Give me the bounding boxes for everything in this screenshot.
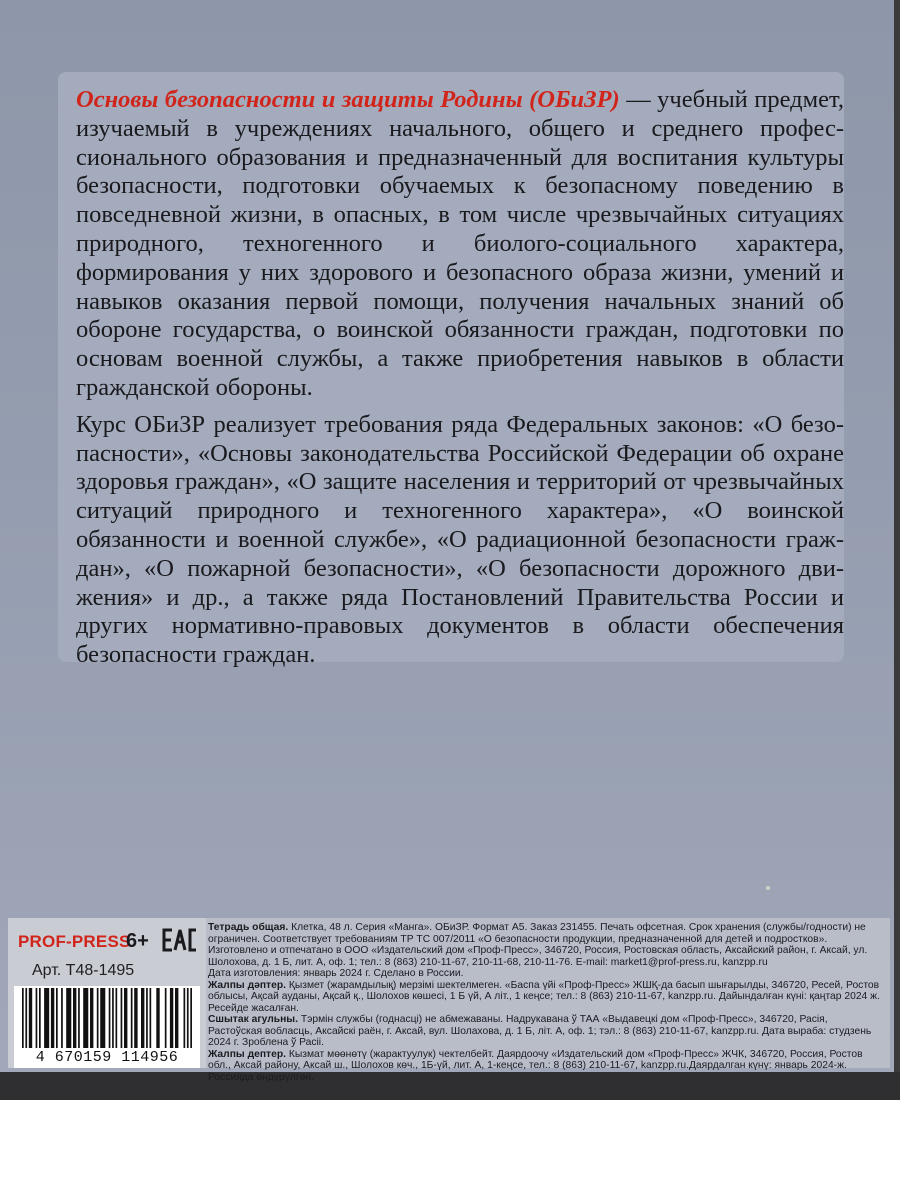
decorative-dot [766,886,770,890]
imprint-by [208,1014,882,1049]
barcode [14,986,200,1050]
barcode-bar [66,988,71,1048]
age-rating: 6+ [126,930,149,952]
barcode-bar [134,988,137,1048]
barcode-bar [25,988,27,1048]
barcode-bar [156,988,159,1048]
barcode-bar [39,988,41,1048]
barcode-bar [184,988,186,1048]
barcode-bar [150,988,152,1048]
barcode-bar [73,988,76,1048]
barcode-bar [36,988,38,1048]
barcode-bar [44,988,49,1048]
barcode-bar [97,988,99,1048]
barcode-bar [78,988,80,1048]
barcode-bar [124,988,127,1048]
barcode-bar [112,988,114,1048]
barcode-bar [187,988,189,1048]
barcode-bar [190,988,192,1048]
barcode-bar [175,988,178,1048]
imprint-ru-text: Клетка, 48 л. Серия «Манга». ОБиЗР. Формат А5. Заказ 231455. Печать офсетная. Срок хранения (службы/годности) не ограничен. Соответствует требованиям ТР ТС 007/2011 «О безопасности продукции, предназначенной для детей и подростков». Изготовлено и отпечатано в ООО «Издательский дом «Проф-Пресс», 346720, Россия, Ростовская область, Аксайский район, г. Аксай, ул. Шолохова, д. 1 Б, лит. А, оф. 1; тел.: 8 (863) 210-11-67, 210-11-68, 210-11-76. E-mail: market1@prof-press.ru, kanzpp.ru [208,922,868,968]
barcode-bar [165,988,167,1048]
imprint-info [206,918,890,1083]
paragraph-1 [76,86,844,403]
barcode-bar [83,988,88,1048]
imprint-ru-date: Дата изготовления: январь 2024 г. Сделано в России. [208,968,464,979]
barcode-bar [90,988,93,1048]
subject-title: Основы безопасности и защиты Родины (ОБиЗР) [76,86,620,113]
barcode-bar [131,988,133,1048]
paragraph-2: Курс ОБиЗР реализует требования ряда Федеральных законов: «О безопасности», «Основы законодательства Российской Федерации об охране здоровья граждан», «О защите населения и территорий от чрезвычайных ситуаций природного и техногенного характера», «О воинской обязанности и военной службе», «О радиационной безопасности граждан», «О пожарной безопасности», «О безопасности дорожного движения» и др., а также ряда Постановлений Правительства России и других нормативно-правовых документов в области обеспечения безопасности граждан. [76,410,844,669]
barcode-bar [100,988,105,1048]
imprint-kz-title: Жалпы дәптер. [208,979,286,991]
barcode-bar [170,988,173,1048]
eac-certification-icon [162,928,198,952]
description-text [76,86,844,670]
barcode-bar [56,988,58,1048]
barcode-bar [61,988,63,1048]
imprint-kg-title: Жалпы дептер. [208,1048,286,1060]
barcode-bar [109,988,111,1048]
publisher-logo: PROF-PRESS [18,932,131,951]
barcode-bar [141,988,144,1048]
imprint-kz-text: Қызмет (жарамдылық) мерзімі шектелмеген. «Баспа үйі «Проф-Пресс» ЖШҚ-да басып шығарылды, 346720, Ресей, Ростов облысы, Ақсай ауданы, Ақсай қ., Шолохов көшесі, 1 Б үй, А літ., 1 кеңсе; тел.: 8 (863) 210-11-67, kanzpp.ru. Дайындалған күні: қаңтар 2024 ж. Ресейде жасалған. [208,979,880,1014]
barcode-digits: 4 670159 114956 [14,1048,200,1068]
imprint-ru-title: Тетрадь общая. [208,922,289,933]
article-number: Арт. Т48-1495 [32,962,135,979]
barcode-bar [22,988,24,1048]
barcode-bar [51,988,54,1048]
imprint-kz [208,980,882,1015]
paragraph-1-text: — учебный предмет, изучаемый в учреждениях начального, общего и среднего профессионального образования и предназначенный для воспитания культуры безопасности, подготовки обучаемых к безопасному поведению в повседневной жизни, в опасных, в том числе чрезвычайных ситуациях природного, техногенного и биолого-социального характера, формирования у них здорового и безопасного образа жизни, умений и навыков оказания первой помощи, получения начальных знаний об обороне государства, о воинской обязанности граждан, подготовки по основам военной службы, а также приобретения навыков в области гражданской обороны. [76,86,844,401]
barcode-bar [121,988,123,1048]
imprint-kg-text: Кызмат мөөнөтү (жарактуулук) чектелбейт. Даярдоочу «Издательский дом «Проф-Пресс» ЖЧК, 346720, Россия, Ростов обл., Аксай району, Аксай ш., Шолохов көч., 1Б-үй, лит. А, 1-кеңсе, тел.: 8 (863) 210-11-67, kanzpp.ru.Даярдалган күнү: январь 2024-ж. Россияда өндүрүлгөн. [208,1048,863,1083]
imprint-by-title: Сшытак агульны. [208,1014,298,1025]
imprint-by-text: Тэрмін службы (годнасці) не абмежаваны. Надрукавана ў ТАА «Выдавецкі дом «Проф-Пресс», 346720, Расія, Растоўская вобласць, Аксайскі раён, г. Аксай, вул. Шолахова, д. 1 Б, літ. А, оф. 1; тэл.: 8 (863) 210-11-67, kanzpp.ru. Дата выраба: студзень 2024 г. Зроблена ў Расіі. [208,1014,872,1048]
imprint-kg [208,1049,882,1084]
barcode-bar [29,988,32,1048]
barcode-bar [116,988,118,1048]
barcode-bar [146,988,148,1048]
imprint-ru [208,922,882,968]
